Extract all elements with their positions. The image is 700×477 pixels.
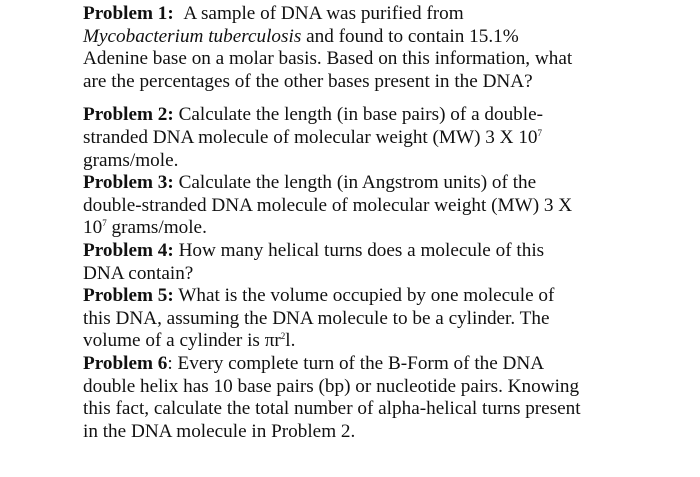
problem-1-text: and found to contain 15.1% bbox=[301, 25, 519, 47]
exponent: 2 bbox=[280, 331, 286, 342]
problem-2-line-1 bbox=[83, 104, 623, 127]
problem-2 bbox=[83, 104, 623, 172]
problem-1-line-2 bbox=[83, 26, 623, 49]
problem-3-text: Calculate the length (in Angstrom units) of the bbox=[178, 172, 537, 194]
problem-2-text: stranded DNA molecule of molecular weight (MW) 3 X 10 bbox=[83, 126, 538, 148]
problem-3-text: 10 bbox=[83, 217, 103, 239]
problem-6-line-3: this fact, calculate the total number of alpha-helical turns present bbox=[83, 398, 581, 420]
problem-5-text: l. bbox=[285, 330, 296, 352]
problem-1-line-4: are the percentages of the other bases present in the DNA? bbox=[83, 70, 533, 92]
organism-name: Mycobacterium tuberculosis bbox=[83, 25, 302, 47]
exponent: 7 bbox=[537, 127, 543, 138]
problem-1 bbox=[83, 3, 623, 93]
problem-6-label: Problem 6 bbox=[83, 352, 168, 374]
exponent: 7 bbox=[102, 218, 107, 229]
problem-5-line-2: this DNA, assuming the DNA molecule to be a cylinder. The bbox=[83, 307, 550, 329]
problem-3-line-2: double-stranded DNA molecule of molecular weight (MW) 3 X bbox=[83, 194, 573, 216]
problem-6-line-4: in the DNA molecule in Problem 2. bbox=[83, 420, 356, 442]
problem-1-line-3: Adenine base on a molar basis. Based on this information, what bbox=[83, 48, 573, 70]
problem-6-line-2: double helix has 10 base pairs (bp) or nucleotide pairs. Knowing bbox=[83, 375, 580, 397]
problem-5-line-1 bbox=[83, 285, 623, 308]
problem-3-line-1 bbox=[83, 172, 623, 195]
problem-sheet bbox=[83, 3, 623, 443]
problem-4-line-2: DNA contain? bbox=[83, 262, 194, 284]
problem-6-text: : Every complete turn of the B-Form of the DNA bbox=[167, 352, 545, 374]
problem-4 bbox=[83, 240, 623, 285]
problem-2-text: Calculate the length (in base pairs) of a double- bbox=[178, 104, 544, 126]
problem-6-line-1 bbox=[83, 353, 623, 376]
problem-5-label: Problem 5: bbox=[83, 285, 174, 307]
problem-3-text: grams/mole. bbox=[106, 217, 207, 239]
problem-1-text: A sample of DNA was purified from bbox=[183, 3, 464, 24]
problem-1-line-1 bbox=[83, 3, 623, 26]
problem-1-label: Problem 1: bbox=[83, 3, 174, 24]
problem-5-text: What is the volume occupied by one molecule of bbox=[178, 285, 555, 307]
problem-4-text: How many helical turns does a molecule of this bbox=[178, 239, 545, 261]
problem-3-label: Problem 3: bbox=[83, 172, 174, 194]
problem-2-label: Problem 2: bbox=[83, 104, 174, 126]
problem-3-line-3 bbox=[83, 217, 623, 240]
problem-2-line-2 bbox=[83, 127, 623, 150]
problem-4-label: Problem 4: bbox=[83, 239, 174, 261]
problem-5-line-3 bbox=[83, 330, 623, 353]
problem-6 bbox=[83, 353, 623, 443]
problem-5 bbox=[83, 285, 623, 353]
problem-5-text: volume of a cylinder is πr bbox=[83, 330, 281, 352]
problem-2-line-3: grams/mole. bbox=[83, 149, 179, 171]
problem-4-line-1 bbox=[83, 240, 623, 263]
problem-3 bbox=[83, 172, 623, 240]
